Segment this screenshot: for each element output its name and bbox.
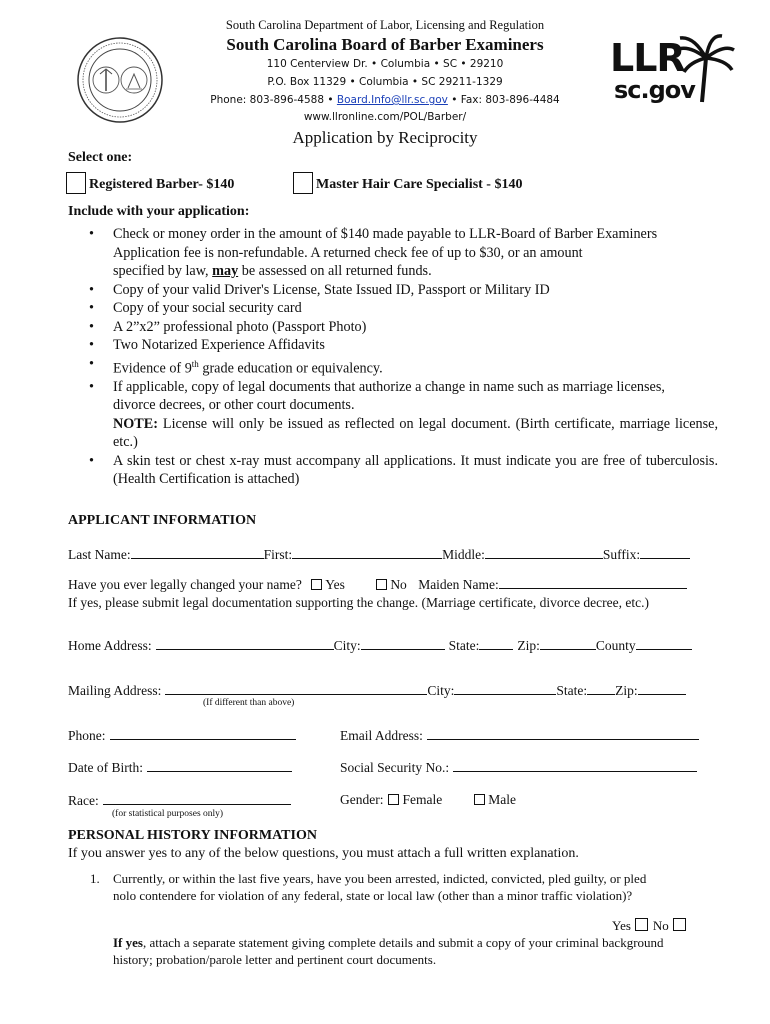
list-item: • Two Notarized Experience Affidavits (88, 336, 718, 355)
list-item (88, 378, 718, 452)
court-docs-line: divorce decrees, or other court documents. (113, 397, 355, 414)
name-change-question: Have you ever legally changed your name? (68, 577, 302, 592)
maiden-name-label: Maiden Name: (418, 577, 499, 592)
list-item (88, 225, 718, 281)
returned-funds-tail: be assessed on all returned funds. (238, 263, 432, 279)
mailing-address-field[interactable] (165, 682, 427, 695)
phone-number: Phone: 803-896-4588 • (210, 94, 337, 106)
mailing-zip-label: Zip: (615, 683, 638, 698)
fax-number: • Fax: 803-896-4484 (447, 94, 560, 106)
list-item (88, 355, 718, 378)
llr-logo (606, 30, 736, 110)
middle-name-field[interactable] (485, 546, 603, 559)
middle-name-label: Middle: (442, 547, 485, 562)
question-1-line-1: Currently, or within the last five years, have you been arrested, indicted, convicted, pled guilty, or pled (113, 871, 647, 886)
name-change-row (68, 576, 687, 593)
home-zip-field[interactable] (540, 637, 596, 650)
website: www.llronline.com/POL/Barber/ (303, 111, 467, 123)
note-text: License will only be issued as reflected on legal document. (Birth certificate, marriage license, etc.) (113, 415, 718, 451)
education-tail: grade education or equivalency. (198, 360, 383, 377)
female-checkbox[interactable] (388, 794, 399, 805)
phone-label: Phone: (68, 728, 106, 743)
yes-label: Yes (325, 577, 345, 592)
race-field[interactable] (103, 792, 291, 805)
mailing-zip-field[interactable] (638, 682, 686, 695)
race-label: Race: (68, 793, 99, 808)
logo-scgov-text: sc.gov (614, 76, 695, 104)
home-zip-label: Zip: (517, 638, 540, 653)
county-label: County (595, 638, 636, 653)
education-sup: th (191, 358, 199, 369)
gender-row (340, 792, 516, 808)
first-name-label: First: (263, 547, 293, 562)
home-address-field[interactable] (156, 637, 334, 650)
select-one-label: Select one: (68, 150, 133, 165)
home-address-label: Home Address: (68, 638, 152, 653)
question-number: 1. (90, 871, 100, 886)
phone-row (68, 727, 296, 744)
name-change-yes-checkbox[interactable] (311, 579, 322, 590)
email-row (340, 727, 699, 744)
last-name-label: Last Name: (68, 547, 131, 562)
email-link[interactable]: Board.Info@llr.sc.gov (336, 94, 448, 106)
applicant-heading: APPLICANT INFORMATION (68, 513, 257, 528)
suffix-field[interactable] (640, 546, 690, 559)
may-emphasis: may (212, 263, 239, 279)
mailing-address-label: Mailing Address: (68, 683, 162, 698)
list-item: • A skin test or chest x-ray must accompany all applications. It must indicate you are free of tuberculosis. (Health Certification is attached) (88, 452, 718, 489)
name-change-note: If yes, please submit legal documentation supporting the change. (Marriage certificate, divorce decree, etc.) (68, 595, 650, 610)
home-city-field[interactable] (361, 637, 445, 650)
phone-field[interactable] (110, 727, 296, 740)
email-label: Email Address: (340, 728, 423, 743)
department-name: South Carolina Department of Labor, Licensing and Regulation (225, 18, 545, 32)
mailing-state-field[interactable] (587, 682, 615, 695)
female-label: Female (402, 792, 443, 807)
mailing-city-field[interactable] (454, 682, 556, 695)
mailing-state-label: State: (556, 683, 588, 698)
county-field[interactable] (636, 637, 692, 650)
requirements-list (88, 225, 718, 489)
no-label: No (390, 577, 407, 592)
maiden-name-field[interactable] (499, 576, 687, 589)
name-row (68, 546, 702, 563)
note-label: NOTE: (113, 415, 158, 432)
name-change-no-checkbox[interactable] (376, 579, 387, 590)
returned-funds-line (113, 262, 718, 281)
registered-barber-checkbox[interactable] (66, 172, 86, 194)
history-heading: PERSONAL HISTORY INFORMATION (68, 828, 317, 843)
q1-no-checkbox[interactable] (673, 918, 686, 931)
list-item: • Copy of your social security card (88, 299, 718, 318)
mailing-note: (If different than above) (203, 698, 295, 708)
dob-field[interactable] (147, 759, 292, 772)
dob-label: Date of Birth: (68, 760, 143, 775)
if-yes-label: If yes (113, 935, 143, 950)
gender-label: Gender: (340, 792, 384, 807)
logo-llr-text: LLR (610, 36, 685, 80)
race-note: (for statistical purposes only) (112, 809, 224, 819)
if-yes-line-1 (113, 935, 664, 951)
ssn-row (340, 759, 697, 776)
question-1-line-2: nolo contendere for violation of any federal, state or local law (other than a minor traffic violation)? (113, 888, 633, 903)
ssn-label: Social Security No.: (340, 760, 450, 775)
history-intro: If you answer yes to any of the below questions, you must attach a full written explanation. (68, 846, 579, 861)
mailing-address-row (68, 682, 686, 699)
first-name-field[interactable] (292, 546, 442, 559)
mailing-city-label: City: (427, 683, 455, 698)
name-change-line: • If applicable, copy of legal documents that authorize a change in name such as marriage licenses, (113, 378, 665, 395)
list-item: • Copy of your valid Driver's License, State Issued ID, Passport or Military ID (88, 281, 718, 300)
male-checkbox[interactable] (474, 794, 485, 805)
if-yes-text: , attach a separate statement giving complete details and submit a copy of your criminal background (142, 935, 664, 950)
master-hair-care-label: Master Hair Care Specialist - $140 (316, 177, 523, 192)
home-state-label: State: (448, 638, 480, 653)
home-city-label: City: (333, 638, 361, 653)
registered-barber-label: Registered Barber- $140 (89, 177, 235, 192)
include-heading: Include with your application: (68, 204, 250, 219)
home-address-row (68, 637, 692, 654)
q1-yes-label: Yes (612, 918, 631, 933)
ssn-field[interactable] (453, 759, 697, 772)
returned-funds-text: specified by law, (113, 263, 213, 279)
po-box-address: P.O. Box 11329 • Columbia • SC 29211-1329 (267, 76, 503, 88)
list-item: • A 2”x2” professional photo (Passport Photo) (88, 318, 718, 337)
form-title: Application by Reciprocity (292, 128, 478, 147)
if-yes-line-2: history; probation/parole letter and pertinent court documents. (113, 952, 437, 967)
question-1-answer (612, 918, 689, 934)
suffix-label: Suffix: (602, 547, 641, 562)
education-text: Evidence of 9 (113, 360, 192, 377)
license-note (113, 415, 718, 452)
board-name: South Carolina Board of Barber Examiners (226, 35, 544, 54)
race-row (68, 792, 291, 809)
home-state-field[interactable] (479, 637, 513, 650)
email-field[interactable] (427, 727, 699, 740)
fee-line: Application fee is non-refundable. A returned check fee of up to $30, or an amount (113, 244, 583, 261)
master-hair-care-checkbox[interactable] (293, 172, 313, 194)
male-label: Male (488, 792, 516, 807)
q1-no-label: No (652, 918, 669, 933)
dob-row (68, 759, 292, 776)
street-address: 110 Centerview Dr. • Columbia • SC • 29210 (266, 58, 504, 70)
last-name-field[interactable] (131, 546, 264, 559)
q1-yes-checkbox[interactable] (635, 918, 648, 931)
payment-line: • Check or money order in the amount of $140 made payable to LLR-Board of Barber Examiners (113, 226, 658, 242)
